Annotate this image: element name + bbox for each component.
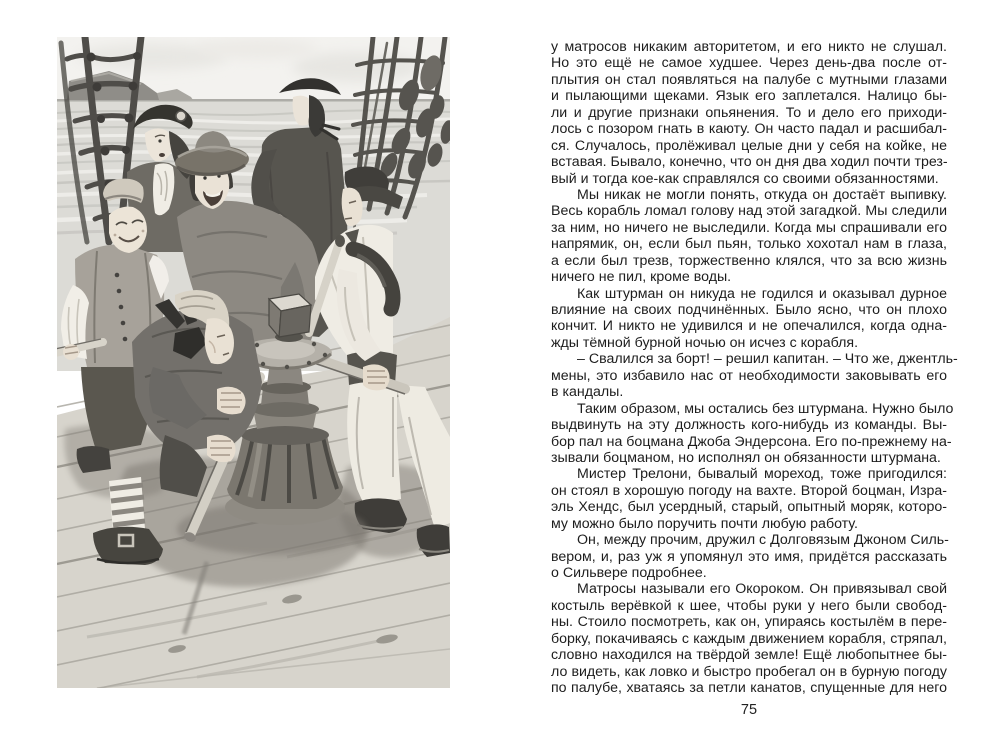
text-line: ли и другие признаки опьянения. То и дело его приходи- [551, 104, 947, 121]
text-line: плытия он стал появляться на палубе с мутными глазами [551, 71, 947, 88]
text-line: кончит. И никто не удивился и не опечалился, когда одна- [551, 318, 947, 335]
text-line: му можно было поручить почти любую работу. [551, 515, 858, 532]
text-line: а если был трезв, торжественно клялся, что за всю жизнь [551, 252, 947, 269]
text-line: лось с позором гнать в каюту. Он часто падал и расшибал- [551, 121, 947, 138]
text-line: ло видеть, как ловко и быстро пробегал он в бурную погоду [551, 663, 947, 680]
text-line: зывали боцманом, но исполнял он обязанности штурмана. [551, 449, 941, 466]
text-line: ничего не пил, кроме воды. [551, 269, 732, 286]
illustration [57, 37, 450, 688]
text-line: вером, и, раз уж я упомянул это имя, придётся рассказать [551, 548, 947, 565]
text-line: он стоял в хорошую погоду на вахте. Второй боцман, Изра- [551, 482, 947, 499]
text-line: мены, это избавило нас от необходимости заковывать его [551, 367, 947, 384]
text-line: Весь корабль ломал голову над этой загадкой. Мы следили [551, 203, 947, 220]
text-line: Он, между прочим, дружил с Долговязым Джоном Силь- [577, 532, 949, 549]
text-line: по палубе, хватаясь за петли канатов, спущенные для него [551, 680, 947, 697]
text-line: словно находился на твёрдой земле! Ещё любопытнее бы- [551, 647, 947, 664]
text-line: Мы никак не могли понять, откуда он достаёт выпивку. [577, 186, 947, 203]
text-line: ны. Стоило посмотреть, как он, упираясь костылём в пере- [551, 614, 947, 631]
text-line: борку, покачиваясь с каждым движением корабля, стряпал, [551, 630, 947, 647]
text-line: ся. Случалось, пролёживал целые дни у себя на койке, не [551, 137, 947, 154]
text-line: бор пал на боцмана Джоба Эндерсона. Его по-прежнему на- [551, 433, 952, 450]
text-line: о Сильвере подробнее. [551, 565, 707, 581]
text-line: за ним, но ничего не выследили. Когда мы спрашивали его [551, 219, 947, 236]
text-line: Матросы называли его Окороком. Он привязывал свой [577, 581, 947, 598]
text-line: вый и тогда кое-как справлялся со своими обязанностями. [551, 170, 939, 187]
text-line: напрямик, он, если был пьян, только хохотал нам в глаза, [551, 236, 947, 253]
text-line: Как штурман он никуда не годился и оказывал дурное [577, 285, 947, 302]
text-line: и пылающими щеками. Язык его заплетался. Налицо бы- [551, 88, 947, 105]
text-line: Мистер Трелони, бывалый мореход, тоже пригодился: [577, 466, 947, 483]
text-line: эль Хендс, был усердный, старый, опытный моряк, которо- [551, 499, 947, 516]
text-line: в кандалы. [551, 384, 624, 401]
text-line: Но это ещё не самое худшее. Через день-два после от- [551, 55, 947, 72]
text-line: вставая. Бывало, конечно, что он дня два ходил почти трез- [551, 154, 948, 171]
text-line: Таким образом, мы остались без штурмана. Нужно было [577, 400, 954, 417]
page-number: 75 [740, 702, 758, 718]
capstan-scene [57, 37, 450, 688]
text-line: костыль верёвкой к шее, чтобы руки у него были свобод- [551, 597, 947, 614]
text-line: жды тёмной бурной ночью он исчез с корабля. [551, 334, 859, 351]
text-line: у матросов никаким авторитетом, и его никто не слушал. [551, 39, 947, 55]
text-column [551, 39, 958, 697]
text-line: влияние на своих подчинённых. Было ясно, что он плохо [551, 302, 947, 318]
text-line: выдвинуть на эту должность кого-нибудь из команды. Вы- [551, 417, 947, 434]
text-line: – Свалился за борт! – решил капитан. – Что же, джентль- [577, 351, 958, 368]
